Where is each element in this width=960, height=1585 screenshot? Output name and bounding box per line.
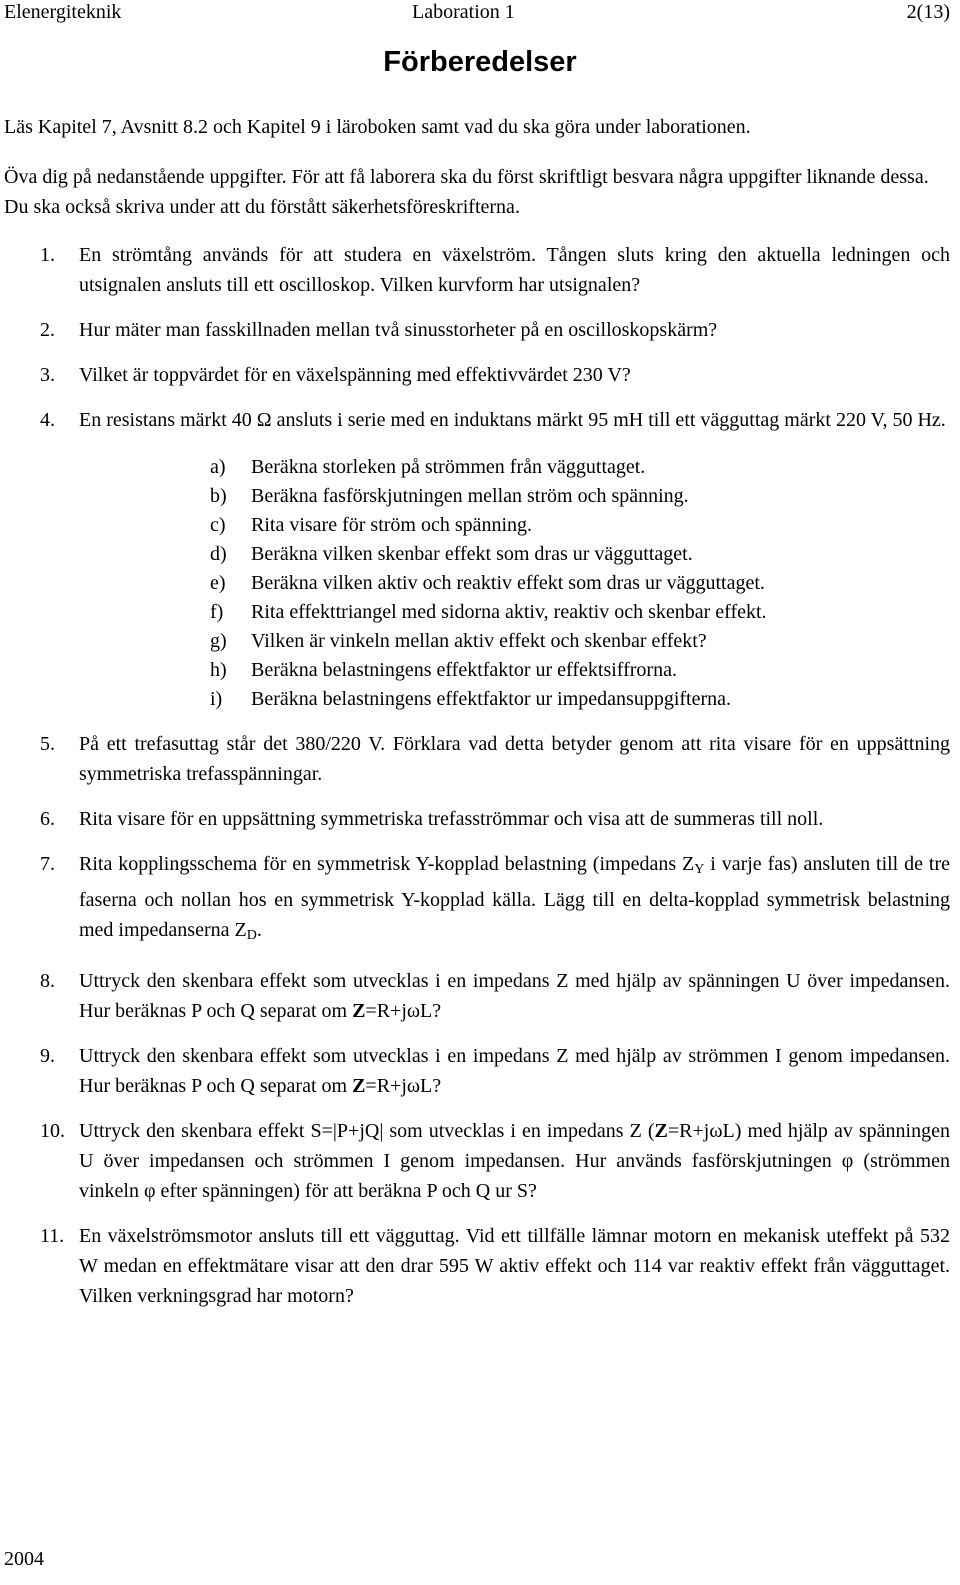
subtask-text: Beräkna vilken skenbar effekt som dras ur vägguttaget. <box>251 543 693 565</box>
subtask-label: h) <box>210 659 227 681</box>
task-number: 3. <box>40 364 55 386</box>
intro-paragraph: Läs Kapitel 7, Avsnitt 8.2 och Kapitel 9 i läroboken samt vad du ska göra under laborationen. <box>4 116 751 138</box>
task-item <box>4 1221 950 1311</box>
task-item <box>4 966 950 1026</box>
task-number: 8. <box>40 970 55 992</box>
subtask-item <box>210 627 950 656</box>
task-text-part: =R+jωL) med hjälp av spänningen U över impedansen och strömmen I genom impedansen. Hur används fasförskjutningen φ (strömmen vinkeln φ efter spänningen) för att beräkna P och Q ur S? <box>79 1120 950 1202</box>
subtask-list <box>4 453 950 714</box>
task-item <box>4 315 950 345</box>
subtask-label: d) <box>210 543 227 565</box>
task-text <box>79 1045 950 1097</box>
task-text-part: Rita kopplingsschema för en symmetrisk Y-kopplad belastning (impedans Z <box>79 853 695 875</box>
task-text: Hur mäter man fasskillnaden mellan två sinusstorheter på en oscilloskopskärm? <box>79 319 718 341</box>
header-lab: Laboration 1 <box>412 1 515 23</box>
subtask-item <box>210 511 950 540</box>
subtask-item <box>210 482 950 511</box>
task-number: 11. <box>40 1225 65 1247</box>
task-number: 5. <box>40 733 55 755</box>
subtask-item <box>210 569 950 598</box>
task-text: Rita visare för en uppsättning symmetriska trefasströmmar och visa att de summeras till noll. <box>79 808 824 830</box>
task-text-part: =R+jωL? <box>365 1075 442 1097</box>
bold-symbol: Z <box>352 1000 366 1022</box>
subtask-text: Beräkna belastningens effektfaktor ur effektsiffrorna. <box>251 659 677 681</box>
task-item <box>4 1041 950 1101</box>
subtask-label: e) <box>210 572 226 594</box>
subtask-item <box>210 453 950 482</box>
subtask-label: f) <box>210 601 224 623</box>
subscript: Y <box>694 862 705 877</box>
task-text-part: Uttryck den skenbara effekt som utvecklas i en impedans Z med hjälp av strömmen I genom impedansen. Hur beräknas P och Q separat om <box>79 1045 950 1097</box>
subtask-label: c) <box>210 514 226 536</box>
intro <box>4 112 950 222</box>
subtask-item <box>210 540 950 569</box>
task-text: På ett trefasuttag står det 380/220 V. Förklara vad detta betyder genom att rita visare för en uppsättning symmetriska trefasspänningar. <box>79 733 950 785</box>
task-item <box>4 360 950 390</box>
task-text: En resistans märkt 40 Ω ansluts i serie med en induktans märkt 95 mH till ett vägguttag märkt 220 V, 50 Hz. <box>79 409 946 431</box>
subtask-item <box>210 598 950 627</box>
subtask-text: Vilken är vinkeln mellan aktiv effekt och skenbar effekt? <box>251 630 707 652</box>
subtask-text: Beräkna fasförskjutningen mellan ström och spänning. <box>251 485 689 507</box>
task-number: 2. <box>40 319 55 341</box>
task-text: En strömtång används för att studera en växelström. Tången sluts kring den aktuella ledningen och utsignalen ansluts till ett oscilloskop. Vilken kurvform har utsignalen? <box>79 244 950 296</box>
task-item <box>4 405 950 435</box>
task-text-part: . <box>256 919 262 941</box>
subtask-text: Beräkna storleken på strömmen från vägguttaget. <box>251 456 646 478</box>
task-number: 7. <box>40 853 55 875</box>
subtask-text: Rita effekttriangel med sidorna aktiv, reaktiv och skenbar effekt. <box>251 601 767 623</box>
task-text-part: Uttryck den skenbara effekt S=|P+jQ| som utvecklas i en impedans Z ( <box>79 1120 655 1142</box>
task-text-part: i varje fas) ansluten till de tre faserna och nollan hos en symmetrisk Y-kopplad källa. Lägg till en delta-kopplad symmetrisk belastning med impedanserna Z <box>79 853 951 941</box>
task-text: Vilket är toppvärdet för en växelspänning med effektivvärdet 230 V? <box>79 364 631 386</box>
subtask-label: i) <box>210 688 223 710</box>
task-item <box>4 729 950 789</box>
page-footer-year: 2004 <box>4 1548 44 1570</box>
document-body <box>4 112 950 1326</box>
task-number: 10. <box>40 1120 65 1142</box>
subtask-item <box>210 656 950 685</box>
page-header <box>4 0 950 26</box>
bold-symbol: Z <box>352 1075 366 1097</box>
task-text-part: Uttryck den skenbara effekt som utvecklas i en impedans Z med hjälp av spänningen U över impedansen. Hur beräknas P och Q separat om <box>79 970 950 1022</box>
subtask-label: a) <box>210 456 226 478</box>
task-text <box>79 853 950 941</box>
task-number: 9. <box>40 1045 55 1067</box>
header-page-number: 2(13) <box>906 1 950 23</box>
task-text: En växelströmsmotor ansluts till ett vägguttag. Vid ett tillfälle lämnar motorn en mekanisk uteffekt på 532 W medan en effektmätare visar att den drar 595 W aktiv effekt och 114 var reaktiv effekt från vägguttaget. Vilken verkningsgrad har motorn? <box>79 1225 950 1307</box>
task-number: 4. <box>40 409 55 431</box>
bold-symbol: Z <box>654 1120 668 1142</box>
subtask-text: Beräkna vilken aktiv och reaktiv effekt som dras ur vägguttaget. <box>251 572 765 594</box>
header-course: Elenergiteknik <box>4 1 122 23</box>
subtask-text: Beräkna belastningens effektfaktor ur impedansuppgifterna. <box>251 688 732 710</box>
task-item <box>4 1116 950 1206</box>
subtask-text: Rita visare för ström och spänning. <box>251 514 533 536</box>
intro-paragraph: Öva dig på nedanstående uppgifter. För att få laborera ska du först skriftligt besvara några uppgifter liknande dessa. Du ska också skriva under att du förstått säkerhetsföreskrifterna. <box>4 166 929 218</box>
subtask-label: b) <box>210 485 227 507</box>
task-number: 6. <box>40 808 55 830</box>
task-text <box>79 970 950 1022</box>
subscript: D <box>246 928 257 943</box>
page-title: Förberedelser <box>383 46 577 78</box>
task-item <box>4 849 950 951</box>
subtask-item <box>210 685 950 714</box>
task-item <box>4 804 950 834</box>
task-item <box>4 240 950 300</box>
task-text-part: =R+jωL? <box>365 1000 442 1022</box>
task-number: 1. <box>40 244 55 266</box>
task-text <box>79 1120 950 1202</box>
subtask-label: g) <box>210 630 227 652</box>
